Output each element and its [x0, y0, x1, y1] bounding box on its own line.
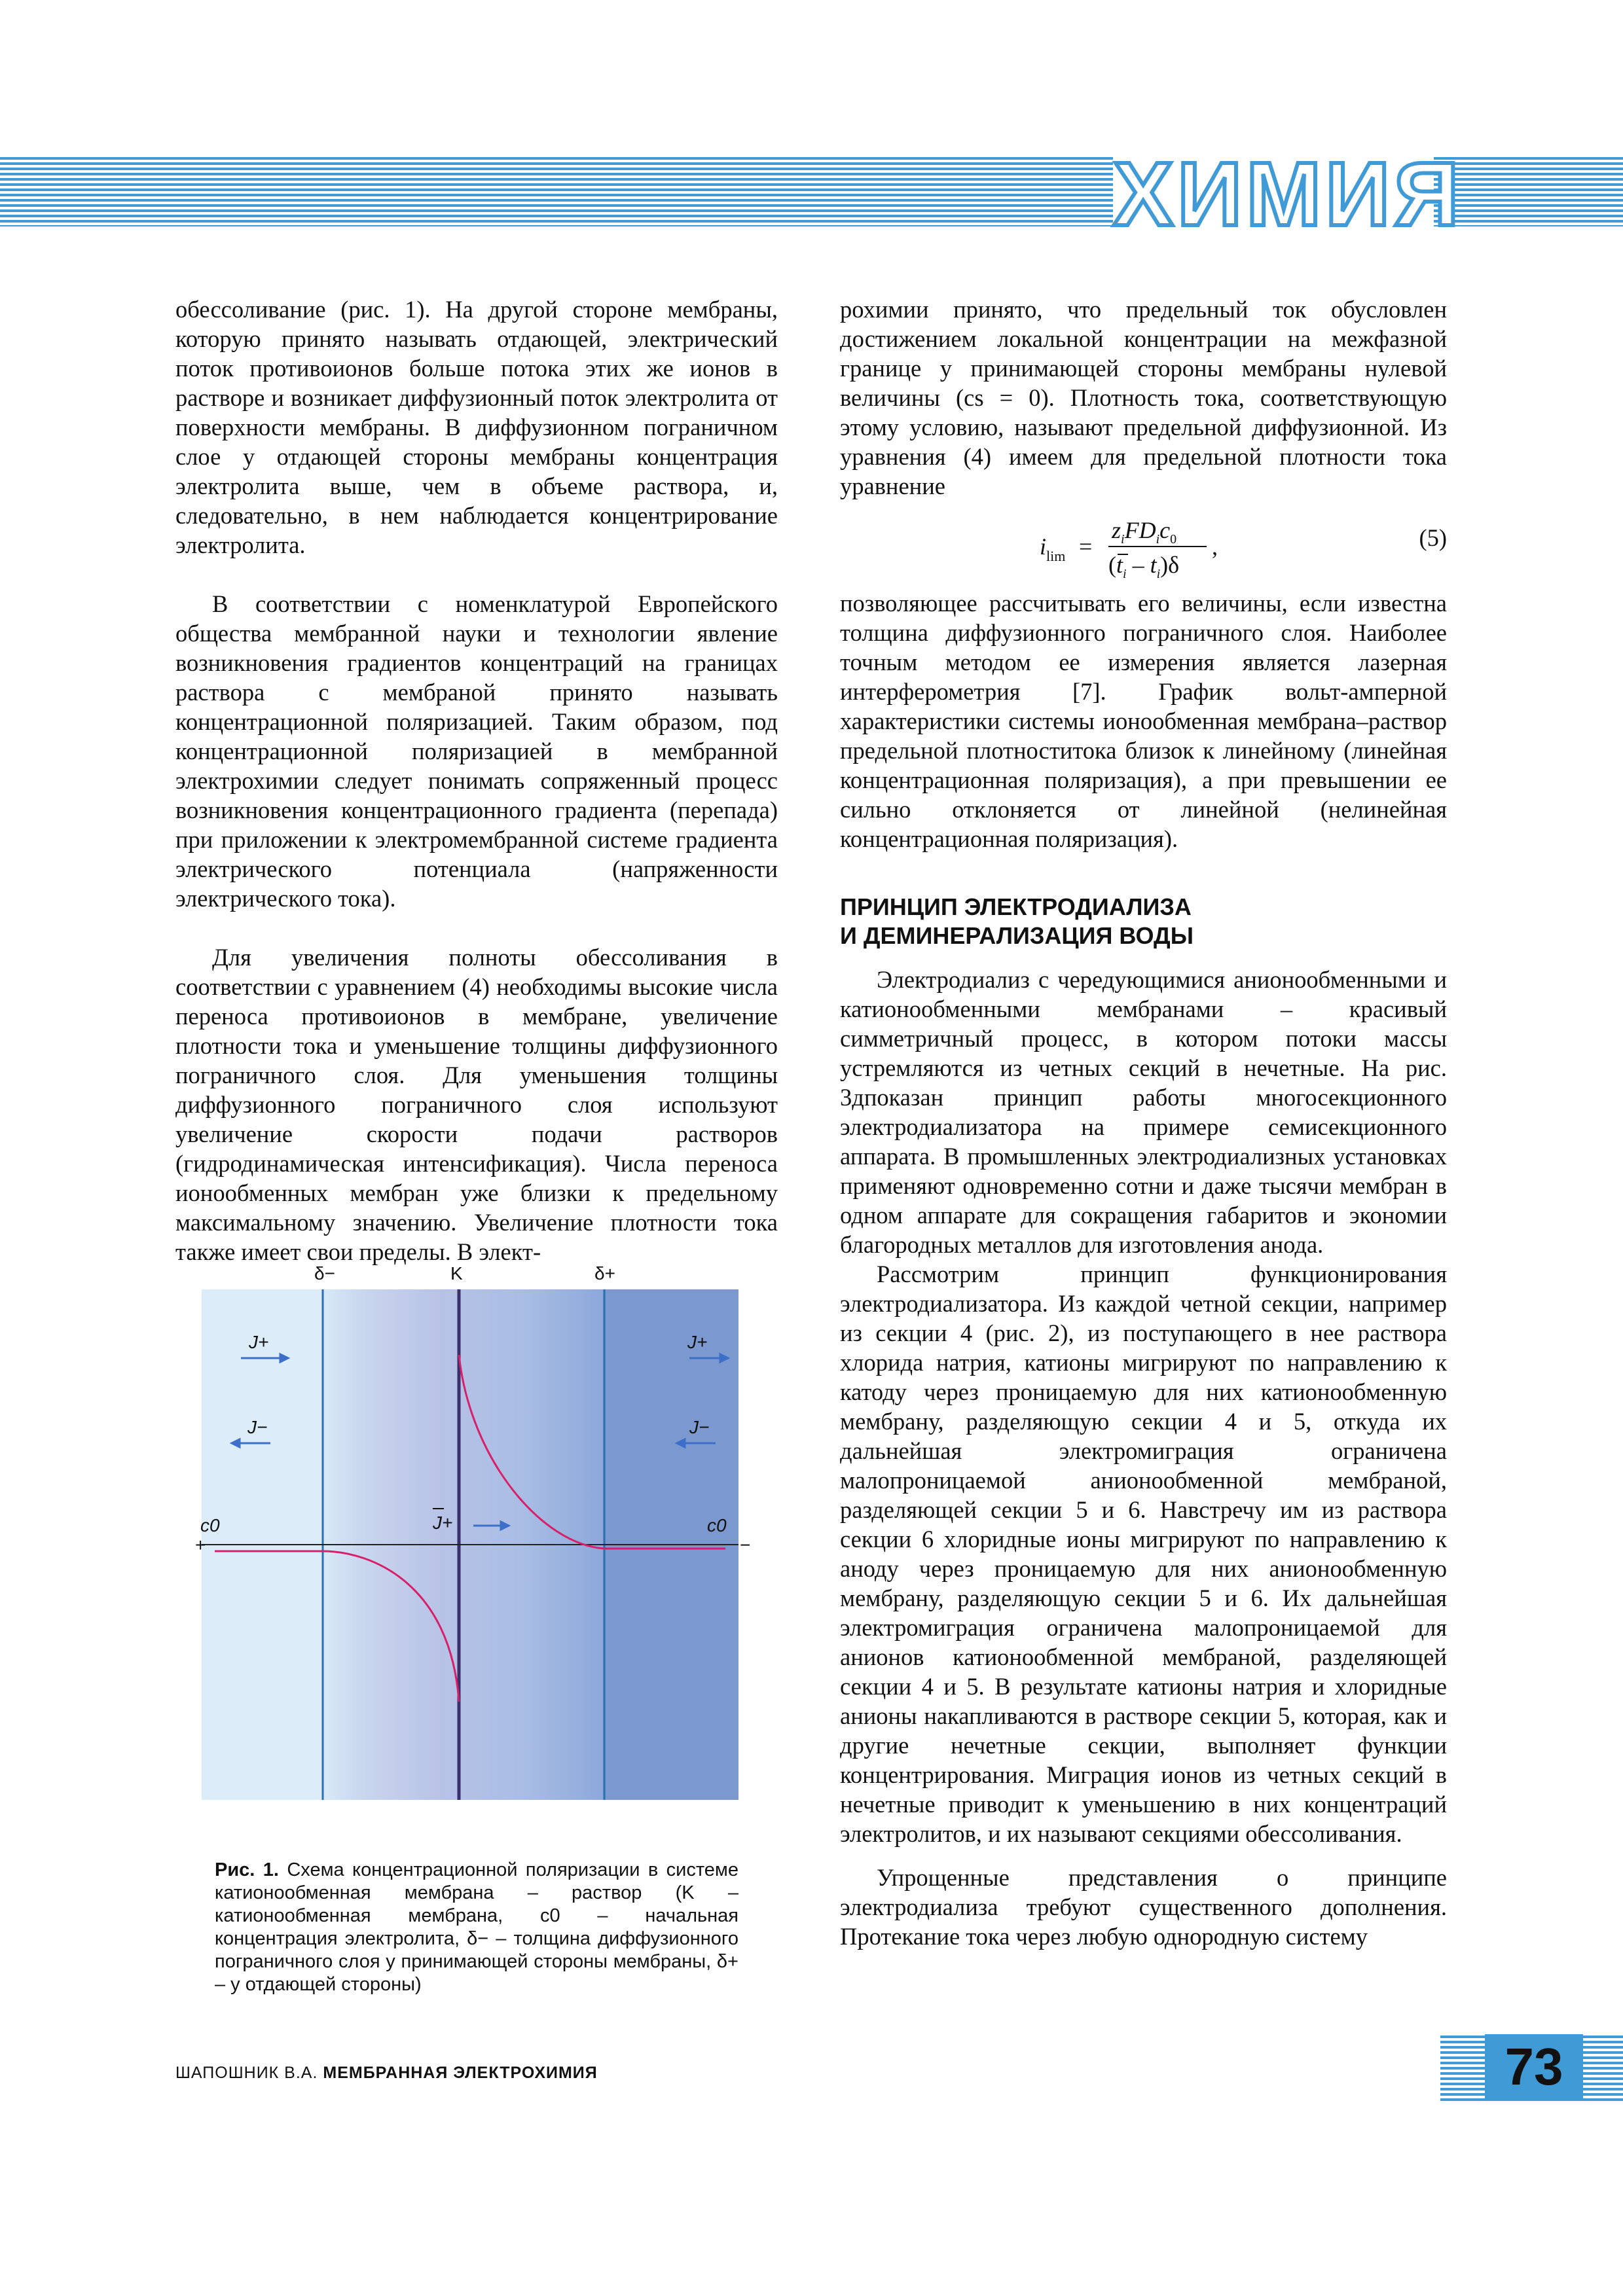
paragraph: обессоливание (рис. 1). На другой стороне мембраны, которую принято называть отдающей, электрический поток противоионов больше потока этих же ионов в растворе и возникает диффузионный поток электролита от поверхности мембраны. В диффузионном пограничном слое у отдающей стороны мембраны концентрация электролита выше, чем в объеме раствора, и, следовательно, в нем наблюдается концентрирование электролита. [175, 296, 778, 558]
paragraph: В соответствии с номенклатурой Европейского общества мембранной науки и технологии явление возникновения градиентов концентраций на границах раствора с мембраной принято называть концентрационной поляризацией. Таким образом, под концентрационной поляризацией в мембранной электрохимии следует понимать сопряженный процесс возникновения концентрационного градиента (перепада) при приложении к электромембранной системе градиента электрического потенциала (напряженности электрического тока). [175, 590, 778, 912]
caption-text: Схема концентрационной поляризации в системе катионообменная мембрана – раствор (K – катионообменная мембрана, c0 – начальная концентрация электролита, δ− – толщина диффузионного пограничного слоя у принимающей стороны мембраны, δ+ – у отдающей стороны) [215, 1859, 739, 1995]
paragraph: Для увеличения полноты обессоливания в соответствии с уравнением (4) необходимы высокие числа переноса противоионов в мембране, увеличение плотности тока и уменьшение толщины диффузионного пограничного слоя. Для уменьшения толщины диффузионного пограничного слоя используют увеличение скорости подачи растворов (гидродинамическая интенсификация). Числа переноса ионообменных мембран уже близки к предельному максимальному значению. Увеличение плотности тока также имеет свои пределы. В элект- [175, 944, 778, 1265]
label-delta-plus: δ+ [594, 1263, 615, 1283]
sign-minus: − [740, 1535, 751, 1555]
label-c0-left: c0 [200, 1515, 220, 1535]
svg-text:(ti – ti)δ: $(t_i - t_i)\delta$ [1108, 552, 1180, 581]
heading-line: ПРИНЦИП ЭЛЕКТРОДИАЛИЗА [840, 893, 1192, 920]
figure-1 [175, 1244, 765, 1872]
label-j-minus-left: J− [247, 1417, 268, 1437]
formula-graphic [840, 509, 1447, 581]
label-membrane: K [450, 1263, 463, 1283]
svg-text:,: , [1212, 533, 1218, 560]
svg-text:=: = [1079, 533, 1093, 560]
label-j-plus-right: J+ [687, 1332, 708, 1352]
svg-text:i: i [1040, 533, 1047, 560]
caption-label: Рис. 1. [215, 1859, 279, 1880]
paragraph: Электродиализ с чередующимися анионообменными и катионообменными мембранами – красивый симметричный процесс, в котором потоки массы устремляются из четных секций в нечетные. На рис. 3дпоказан принцип работы многосекционного электродиализатора на примере семисекционного аппарата. В промышленных электродиализных установках применяют одновременно сотни и даже тысячи мембран в одном аппарате для сокращения габаритов и экономии благородных металлов для изготовления анода. [840, 966, 1447, 1258]
label-j-plus-bar: J+ [433, 1513, 453, 1533]
right-column [840, 295, 1447, 1951]
footer-title: МЕМБРАННАЯ ЭЛЕКТРОХИМИЯ [323, 2064, 598, 2082]
formula-5 [840, 509, 1447, 581]
paragraph: позволяющее рассчитывать его величины, если известна толщина диффузионного пограничного слоя. Наиболее точным методом ее измерения является лазерная интерферометрия [7]. График вольт-амперной характеристики системы ионообменная мембрана–раствор предельной плотноститока близок к линейному (линейная концентрационная поляризация), а при превышении ее сильно отклоняется от линейной (нелинейная концентрационная поляризация). [840, 590, 1447, 852]
svg-text:ziFDic0: $z_iFD_ic_0$ [1112, 517, 1177, 547]
footer-author: ШАПОШНИК В.А. [175, 2064, 318, 2082]
label-j-plus-left: J+ [249, 1332, 269, 1352]
formula-number: (5) [1419, 524, 1447, 551]
section-heading [840, 893, 1447, 950]
paragraph: рохимии принято, что предельный ток обусловлен достижением локальной концентрации на межфазной границе у принимающей стороны мембраны нулевой величины (cs = 0). Плотность тока, соответствующую этому условию, называют предельной диффузионной. Из уравнения (4) имеем для предельной плотности тока уравнение [840, 296, 1447, 499]
page-number: 73 [1485, 2034, 1583, 2100]
figure-caption [215, 1859, 739, 1996]
paragraph: Упрощенные представления о принципе электродиализа требуют существенного дополнения. Протекание тока через любую однородную систему [840, 1864, 1447, 1950]
running-footer [175, 2064, 598, 2083]
left-column [175, 295, 778, 1266]
header-stripes [0, 157, 1113, 226]
label-delta-minus: δ− [314, 1263, 335, 1283]
heading-line: И ДЕМИНЕРАЛИЗАЦИЯ ВОДЫ [840, 922, 1194, 949]
section-title: ХИМИЯ [1113, 144, 1463, 245]
svg-text:lim: lim [1046, 548, 1066, 564]
paragraph: Рассмотрим принцип функционирования электродиализатора. Из каждой четной секции, например из секции 4 (рис. 2), из поступающего в нее раствора хлорида натрия, катионы мигрируют по направлению к катоду через проницаемую для них катионообменную мембрану, разделяющую секции 4 и 5, откуда их дальнейшая электромиграция ограничена малопроницаемой анионообменной мембраной, разделяющей секции 5 и 6. Навстречу им из раствора секции 6 хлоридные ионы мигрируют по направлению к аноду через проницаемую для них анионообменную мембрану, разделяющую секции 5 и 6. Их дальнейшая электромиграция ограничена малопроницаемой для анионов катионообменной мембраной, разделяющей секции 4 и 5. В результате катионы натрия и хлоридные анионы накапливаются в растворе секции 5, которая, как и другие нечетные секции, выполняет функции концентрирования. Миграция ионов из четных секций в нечетные приводит к уменьшению в них концентраций электролитов, и их называют секциями обессоливания. [840, 1261, 1447, 1847]
sign-plus: + [195, 1535, 206, 1555]
concentration-polarization-diagram [175, 1244, 765, 1872]
label-c0-right: c0 [707, 1515, 727, 1535]
label-j-minus-right: J− [689, 1417, 710, 1437]
